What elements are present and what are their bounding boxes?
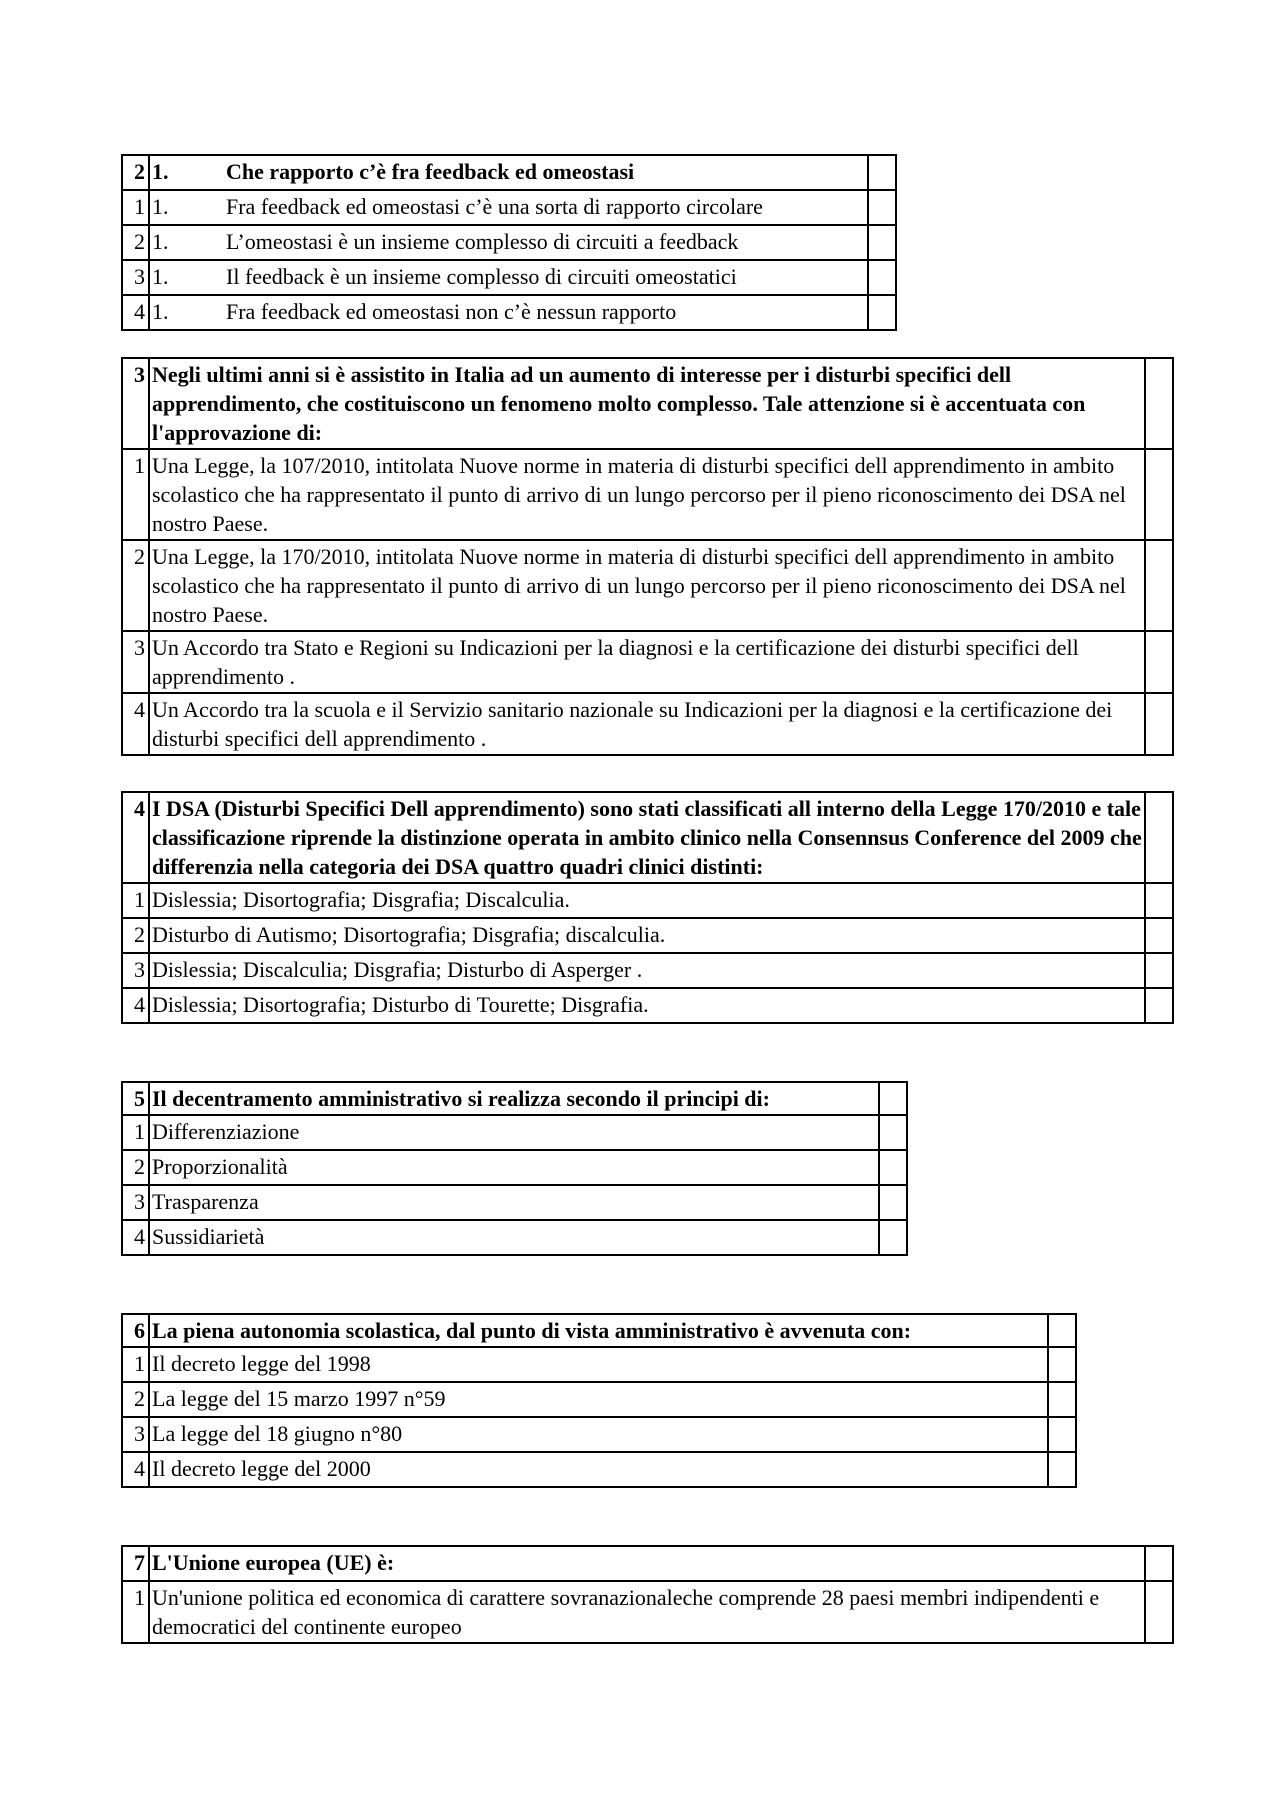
- answer-box[interactable]: [1145, 1546, 1173, 1581]
- answer-text: Trasparenza: [149, 1185, 879, 1220]
- question-text: L'Unione europea (UE) è:: [149, 1546, 1145, 1581]
- answer-text: Un'unione politica ed economica di carattere sovranazionaleche comprende 28 paesi membri indipendenti e democratici del continente europeo: [149, 1581, 1145, 1643]
- answer-text: Un Accordo tra la scuola e il Servizio sanitario nazionale su Indicazioni per la diagnosi e la certificazione dei disturbi specifici dell apprendimento .: [149, 693, 1145, 755]
- answer-row[interactable]: [122, 449, 1173, 540]
- answer-box[interactable]: [868, 225, 896, 260]
- answer-box[interactable]: [1145, 792, 1173, 883]
- answer-number: 4: [122, 988, 149, 1023]
- answer-text: Dislessia; Disortografia; Disgrafia; Discalculia.: [149, 883, 1145, 918]
- answer-text: Sussidiarietà: [149, 1220, 879, 1255]
- answer-number: 2: [122, 1382, 149, 1417]
- answer-text: L’omeostasi è un insieme complesso di circuiti a feedback: [224, 225, 868, 260]
- answer-box[interactable]: [1048, 1347, 1076, 1382]
- answer-row[interactable]: [122, 631, 1173, 693]
- answer-box[interactable]: [868, 295, 896, 330]
- answer-prefix: 1.: [149, 225, 224, 260]
- answer-number: 3: [122, 953, 149, 988]
- answer-number: 4: [122, 295, 149, 330]
- question-table-5: [121, 1081, 908, 1256]
- question-row: [122, 1082, 907, 1115]
- question-row: [122, 792, 1173, 883]
- answer-number: 1: [122, 1347, 149, 1382]
- answer-row[interactable]: [122, 693, 1173, 755]
- answer-number: 2: [122, 225, 149, 260]
- answer-box[interactable]: [879, 1150, 907, 1185]
- question-number: 7: [122, 1546, 149, 1581]
- question-number: 6: [122, 1314, 149, 1347]
- answer-prefix: 1.: [149, 295, 224, 330]
- answer-text: Dislessia; Discalculia; Disgrafia; Disturbo di Asperger .: [149, 953, 1145, 988]
- answer-number: 1: [122, 1581, 149, 1643]
- answer-box[interactable]: [1048, 1314, 1076, 1347]
- question-number: 3: [122, 358, 149, 449]
- answer-prefix: 1.: [149, 190, 224, 225]
- answer-box[interactable]: [879, 1082, 907, 1115]
- question-table-3: [121, 357, 1174, 756]
- answer-number: 1: [122, 1115, 149, 1150]
- answer-row[interactable]: [122, 1220, 907, 1255]
- question-row: [122, 358, 1173, 449]
- answer-number: 2: [122, 918, 149, 953]
- answer-box[interactable]: [1145, 988, 1173, 1023]
- answer-box[interactable]: [1145, 918, 1173, 953]
- answer-row[interactable]: [122, 1115, 907, 1150]
- answer-text: Il decreto legge del 2000: [149, 1452, 1048, 1487]
- question-number: 4: [122, 792, 149, 883]
- answer-row[interactable]: [122, 1150, 907, 1185]
- question-table-2: [121, 154, 897, 331]
- answer-number: 3: [122, 631, 149, 693]
- answer-number: 1: [122, 883, 149, 918]
- answer-number: 3: [122, 1417, 149, 1452]
- answer-box[interactable]: [1145, 631, 1173, 693]
- question-text: I DSA (Disturbi Specifici Dell apprendimento) sono stati classificati all interno della Legge 170/2010 e tale classificazione riprende la distinzione operata in ambito clinico nella Consennsus Conference del 2009 che differenzia nella categoria dei DSA quattro quadri clinici distinti:: [149, 792, 1145, 883]
- answer-text: Una Legge, la 107/2010, intitolata Nuove norme in materia di disturbi specifici dell apprendimento in ambito scolastico che ha rappresentato il punto di arrivo di un lungo percorso per il pieno riconoscimento dei DSA nel nostro Paese.: [149, 449, 1145, 540]
- answer-row[interactable]: [122, 988, 1173, 1023]
- answer-text: La legge del 15 marzo 1997 n°59: [149, 1382, 1048, 1417]
- answer-box[interactable]: [1145, 1581, 1173, 1643]
- answer-box[interactable]: [1145, 449, 1173, 540]
- question-table-4: [121, 791, 1174, 1024]
- answer-box[interactable]: [1048, 1382, 1076, 1417]
- answer-box[interactable]: [1145, 540, 1173, 631]
- answer-row[interactable]: [122, 540, 1173, 631]
- answer-number: 4: [122, 693, 149, 755]
- answer-row[interactable]: [122, 260, 896, 295]
- question-table-6: [121, 1313, 1077, 1488]
- answer-prefix: 1.: [149, 260, 224, 295]
- answer-text: La legge del 18 giugno n°80: [149, 1417, 1048, 1452]
- answer-box[interactable]: [1048, 1417, 1076, 1452]
- answer-number: 2: [122, 540, 149, 631]
- question-text: La piena autonomia scolastica, dal punto di vista amministrativo è avvenuta con:: [149, 1314, 1048, 1347]
- answer-box[interactable]: [1145, 693, 1173, 755]
- answer-row[interactable]: [122, 1417, 1076, 1452]
- answer-box[interactable]: [879, 1220, 907, 1255]
- answer-box[interactable]: [1145, 883, 1173, 918]
- answer-box[interactable]: [868, 190, 896, 225]
- answer-text: Una Legge, la 170/2010, intitolata Nuove norme in materia di disturbi specifici dell apprendimento in ambito scolastico che ha rappresentato il punto di arrivo di un lungo percorso per il pieno riconoscimento dei DSA nel nostro Paese.: [149, 540, 1145, 631]
- answer-text: Il decreto legge del 1998: [149, 1347, 1048, 1382]
- answer-text: Dislessia; Disortografia; Disturbo di Tourette; Disgrafia.: [149, 988, 1145, 1023]
- question-text: Negli ultimi anni si è assistito in Italia ad un aumento di interesse per i disturbi specifici dell apprendimento, che costituiscono un fenomeno molto complesso. Tale attenzione si è accentuata con l'approvazione di:: [149, 358, 1145, 449]
- question-number: 5: [122, 1082, 149, 1115]
- answer-row[interactable]: [122, 918, 1173, 953]
- answer-text: Disturbo di Autismo; Disortografia; Disgrafia; discalculia.: [149, 918, 1145, 953]
- answer-row[interactable]: [122, 1382, 1076, 1417]
- answer-row[interactable]: [122, 1452, 1076, 1487]
- answer-number: 1: [122, 190, 149, 225]
- answer-text: Fra feedback ed omeostasi non c’è nessun rapporto: [224, 295, 868, 330]
- answer-number: 1: [122, 449, 149, 540]
- question-text: Che rapporto c’è fra feedback ed omeostasi: [224, 155, 868, 190]
- question-prefix: 1.: [149, 155, 224, 190]
- answer-row[interactable]: [122, 1185, 907, 1220]
- answer-box[interactable]: [1145, 358, 1173, 449]
- answer-number: 4: [122, 1220, 149, 1255]
- answer-number: 4: [122, 1452, 149, 1487]
- answer-number: 2: [122, 1150, 149, 1185]
- question-number: 2: [122, 155, 149, 190]
- answer-row[interactable]: [122, 225, 896, 260]
- answer-text: Fra feedback ed omeostasi c’è una sorta di rapporto circolare: [224, 190, 868, 225]
- answer-box[interactable]: [1145, 953, 1173, 988]
- answer-box[interactable]: [879, 1185, 907, 1220]
- answer-row[interactable]: [122, 883, 1173, 918]
- answer-text: Differenziazione: [149, 1115, 879, 1150]
- answer-box[interactable]: [1048, 1452, 1076, 1487]
- answer-box[interactable]: [879, 1115, 907, 1150]
- answer-row[interactable]: [122, 190, 896, 225]
- answer-row[interactable]: [122, 1581, 1173, 1643]
- question-row: [122, 1314, 1076, 1347]
- answer-text: Proporzionalità: [149, 1150, 879, 1185]
- answer-box[interactable]: [868, 155, 896, 190]
- question-table-7: [121, 1545, 1174, 1644]
- question-row: [122, 155, 896, 190]
- question-row: [122, 1546, 1173, 1581]
- answer-number: 3: [122, 260, 149, 295]
- question-text: Il decentramento amministrativo si realizza secondo il principi di:: [149, 1082, 879, 1115]
- answer-text: Un Accordo tra Stato e Regioni su Indicazioni per la diagnosi e la certificazione dei disturbi specifici dell apprendimento .: [149, 631, 1145, 693]
- answer-row[interactable]: [122, 953, 1173, 988]
- answer-row[interactable]: [122, 1347, 1076, 1382]
- answer-row[interactable]: [122, 295, 896, 330]
- answer-box[interactable]: [868, 260, 896, 295]
- answer-number: 3: [122, 1185, 149, 1220]
- answer-text: Il feedback è un insieme complesso di circuiti omeostatici: [224, 260, 868, 295]
